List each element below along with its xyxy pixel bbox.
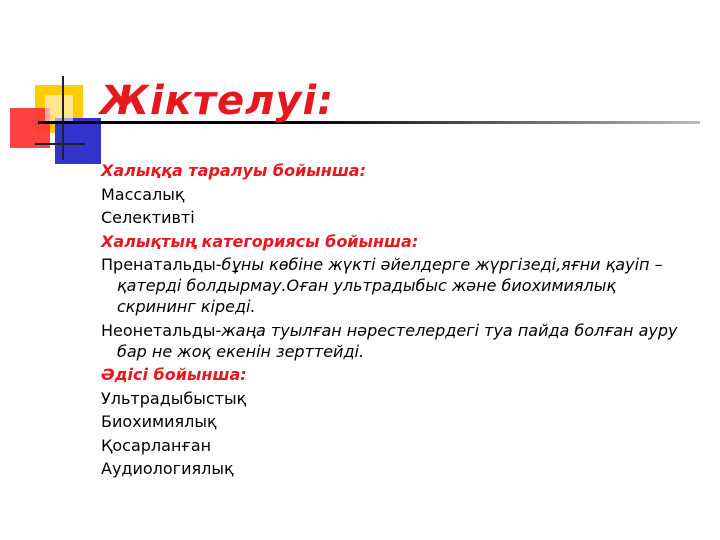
decor-short-line [35,143,85,145]
prenatal-term: Пренатальды- [101,255,222,274]
list-item: Қосарланған [101,435,212,455]
decor-vertical-line [62,76,64,160]
list-item: Селективті [101,208,195,227]
list-item: Биохимиялық [101,412,217,431]
section-heading-category: Халықтың категориясы бойынша: [101,231,419,251]
section-heading-distribution: Халыққа таралуы бойынша: [101,161,366,180]
decor-highlight-square [45,95,73,123]
section-heading-method: Әдісі бойынша: [101,365,247,384]
neonatal-description: жаңа туылған нәрестелердегі туа пайда болған ауру бар не жоқ екенін зерттейді. [117,320,678,361]
list-item: Ультрадыбыстық [101,388,247,408]
prenatal-description: бұны көбіне жүкті әйелдерге жүргізеді,яғни қауіп – қатерді болдырмау.Оған ультрадыбыс және биохимиялық скрининг кіреді. [117,255,663,316]
slide-title: Жіктелуі: [100,78,335,124]
prenatal-item [101,254,691,317]
neonatal-item [101,320,691,362]
list-item: Аудиологиялық [101,459,234,478]
decor-red-square [10,108,50,148]
list-item: Массалық [101,184,185,204]
slide-body [101,160,691,482]
neonatal-term: Неонетальды- [101,320,222,340]
